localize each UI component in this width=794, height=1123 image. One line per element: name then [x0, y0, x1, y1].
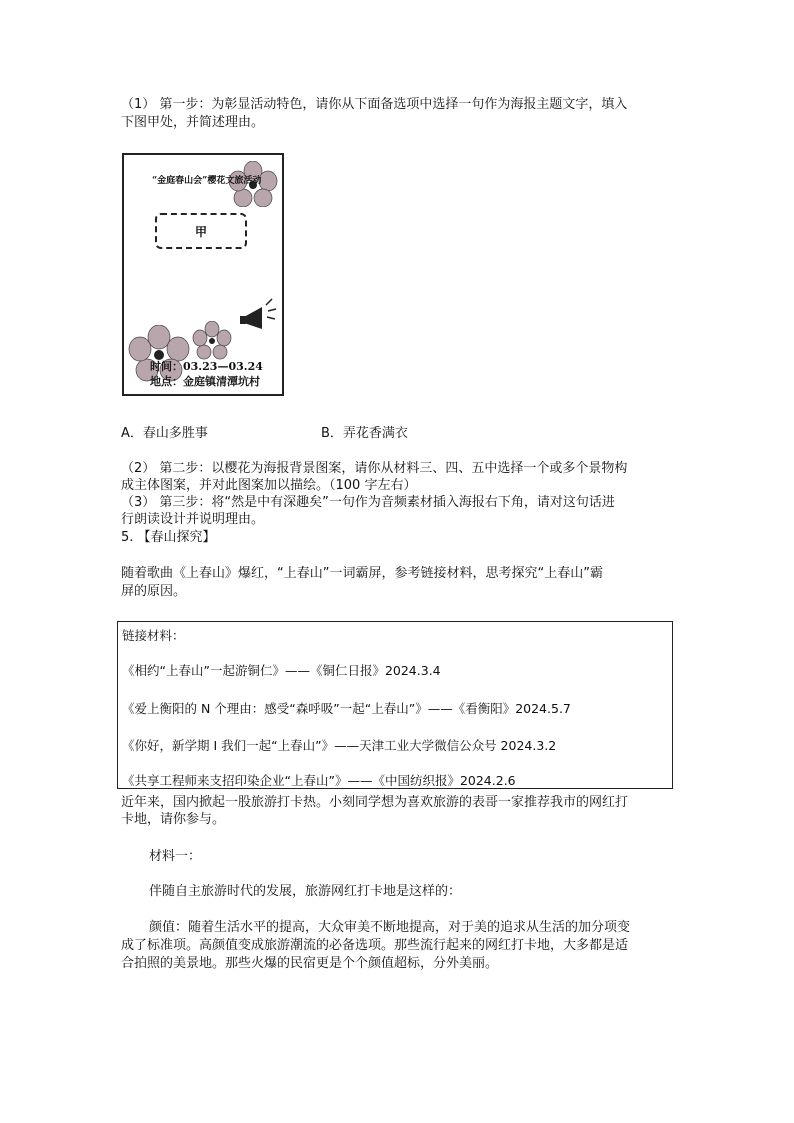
link-item: 《爱上衡阳的 N 个理由：感受“森呼吸”一起“上春山”》——《看衡阳》2024.5.7	[122, 701, 571, 716]
link-item: 《共享工程师来支招印染企业“上春山”》——《中国纺织报》2024.2.6	[122, 773, 516, 788]
q1-line2: 下图甲处，并简述理由。	[121, 115, 265, 130]
q3-line1: （3） 第三步：将“然是中有深趣矣”一句作为音频素材插入海报右下角，请对这句话进	[121, 495, 615, 510]
material-one-para-line1: 颜值：随着生活水平的提高，大众审美不断地提高，对于美的追求从生活的加分项变	[149, 920, 631, 935]
q2-line1: （2） 第二步：以樱花为海报背景图案，请你从材料三、四、五中选择一个或多个景物构	[121, 461, 628, 476]
link-item: 《相约“上春山”一起游铜仁》——《铜仁日报》2024.3.4	[122, 663, 441, 678]
megaphone-icon	[238, 295, 278, 335]
q1-line1: （1） 第一步：为彰显活动特色，请你从下面备选项中选择一句作为海报主题文字，填入	[121, 97, 628, 112]
material-one-lead: 伴随自主旅游时代的发展，旅游网红打卡地是这样的：	[149, 884, 462, 899]
option-a: A．春山多胜事	[121, 426, 208, 441]
next-intro-line2: 卡地，请你参与。	[121, 812, 226, 827]
section5-intro-line2: 屏的原因。	[121, 584, 187, 599]
q2-line2: 成主体图案，并对此图案加以描绘。（100 字左右）	[121, 478, 417, 493]
link-item: 《你好，新学期 I 我们一起“上春山”》——天津工业大学微信公众号 2024.3.2	[122, 738, 557, 753]
option-b: B．弄花香满衣	[321, 426, 408, 441]
link-materials-label: 链接材料：	[122, 628, 185, 643]
poster-placeholder-jia: 甲	[155, 213, 247, 249]
poster-figure	[122, 153, 284, 396]
cherry-blossom-icon	[192, 321, 232, 361]
q3-line2: 行朗读设计并说明理由。	[121, 512, 265, 527]
link-materials-box	[117, 621, 673, 789]
material-one-title: 材料一：	[149, 849, 202, 864]
section5-heading: 5. 【春山探究】	[121, 530, 216, 545]
next-intro-line1: 近年来，国内掀起一股旅游打卡热。小刻同学想为喜欢旅游的表哥一家推荐我市的网红打	[121, 795, 629, 810]
material-one-para-line2: 成了标准项。高颜值变成旅游潮流的必备选项。那些流行起来的网红打卡地，大多都是适	[121, 938, 629, 953]
poster-time: 时间：03.23—03.24	[150, 360, 263, 373]
section5-intro-line1: 随着歌曲《上春山》爆红，“上春山”一词霸屏，参考链接材料，思考探究“上春山”霸	[121, 566, 603, 581]
material-one-para-line3: 合拍照的美景地。那些火爆的民宿更是个个颜值超标，分外美丽。	[121, 956, 499, 971]
poster-place: 地点：金庭镇清潭坑村	[150, 375, 260, 388]
poster-title: “金庭春山会”樱花文旅活动	[152, 176, 262, 186]
